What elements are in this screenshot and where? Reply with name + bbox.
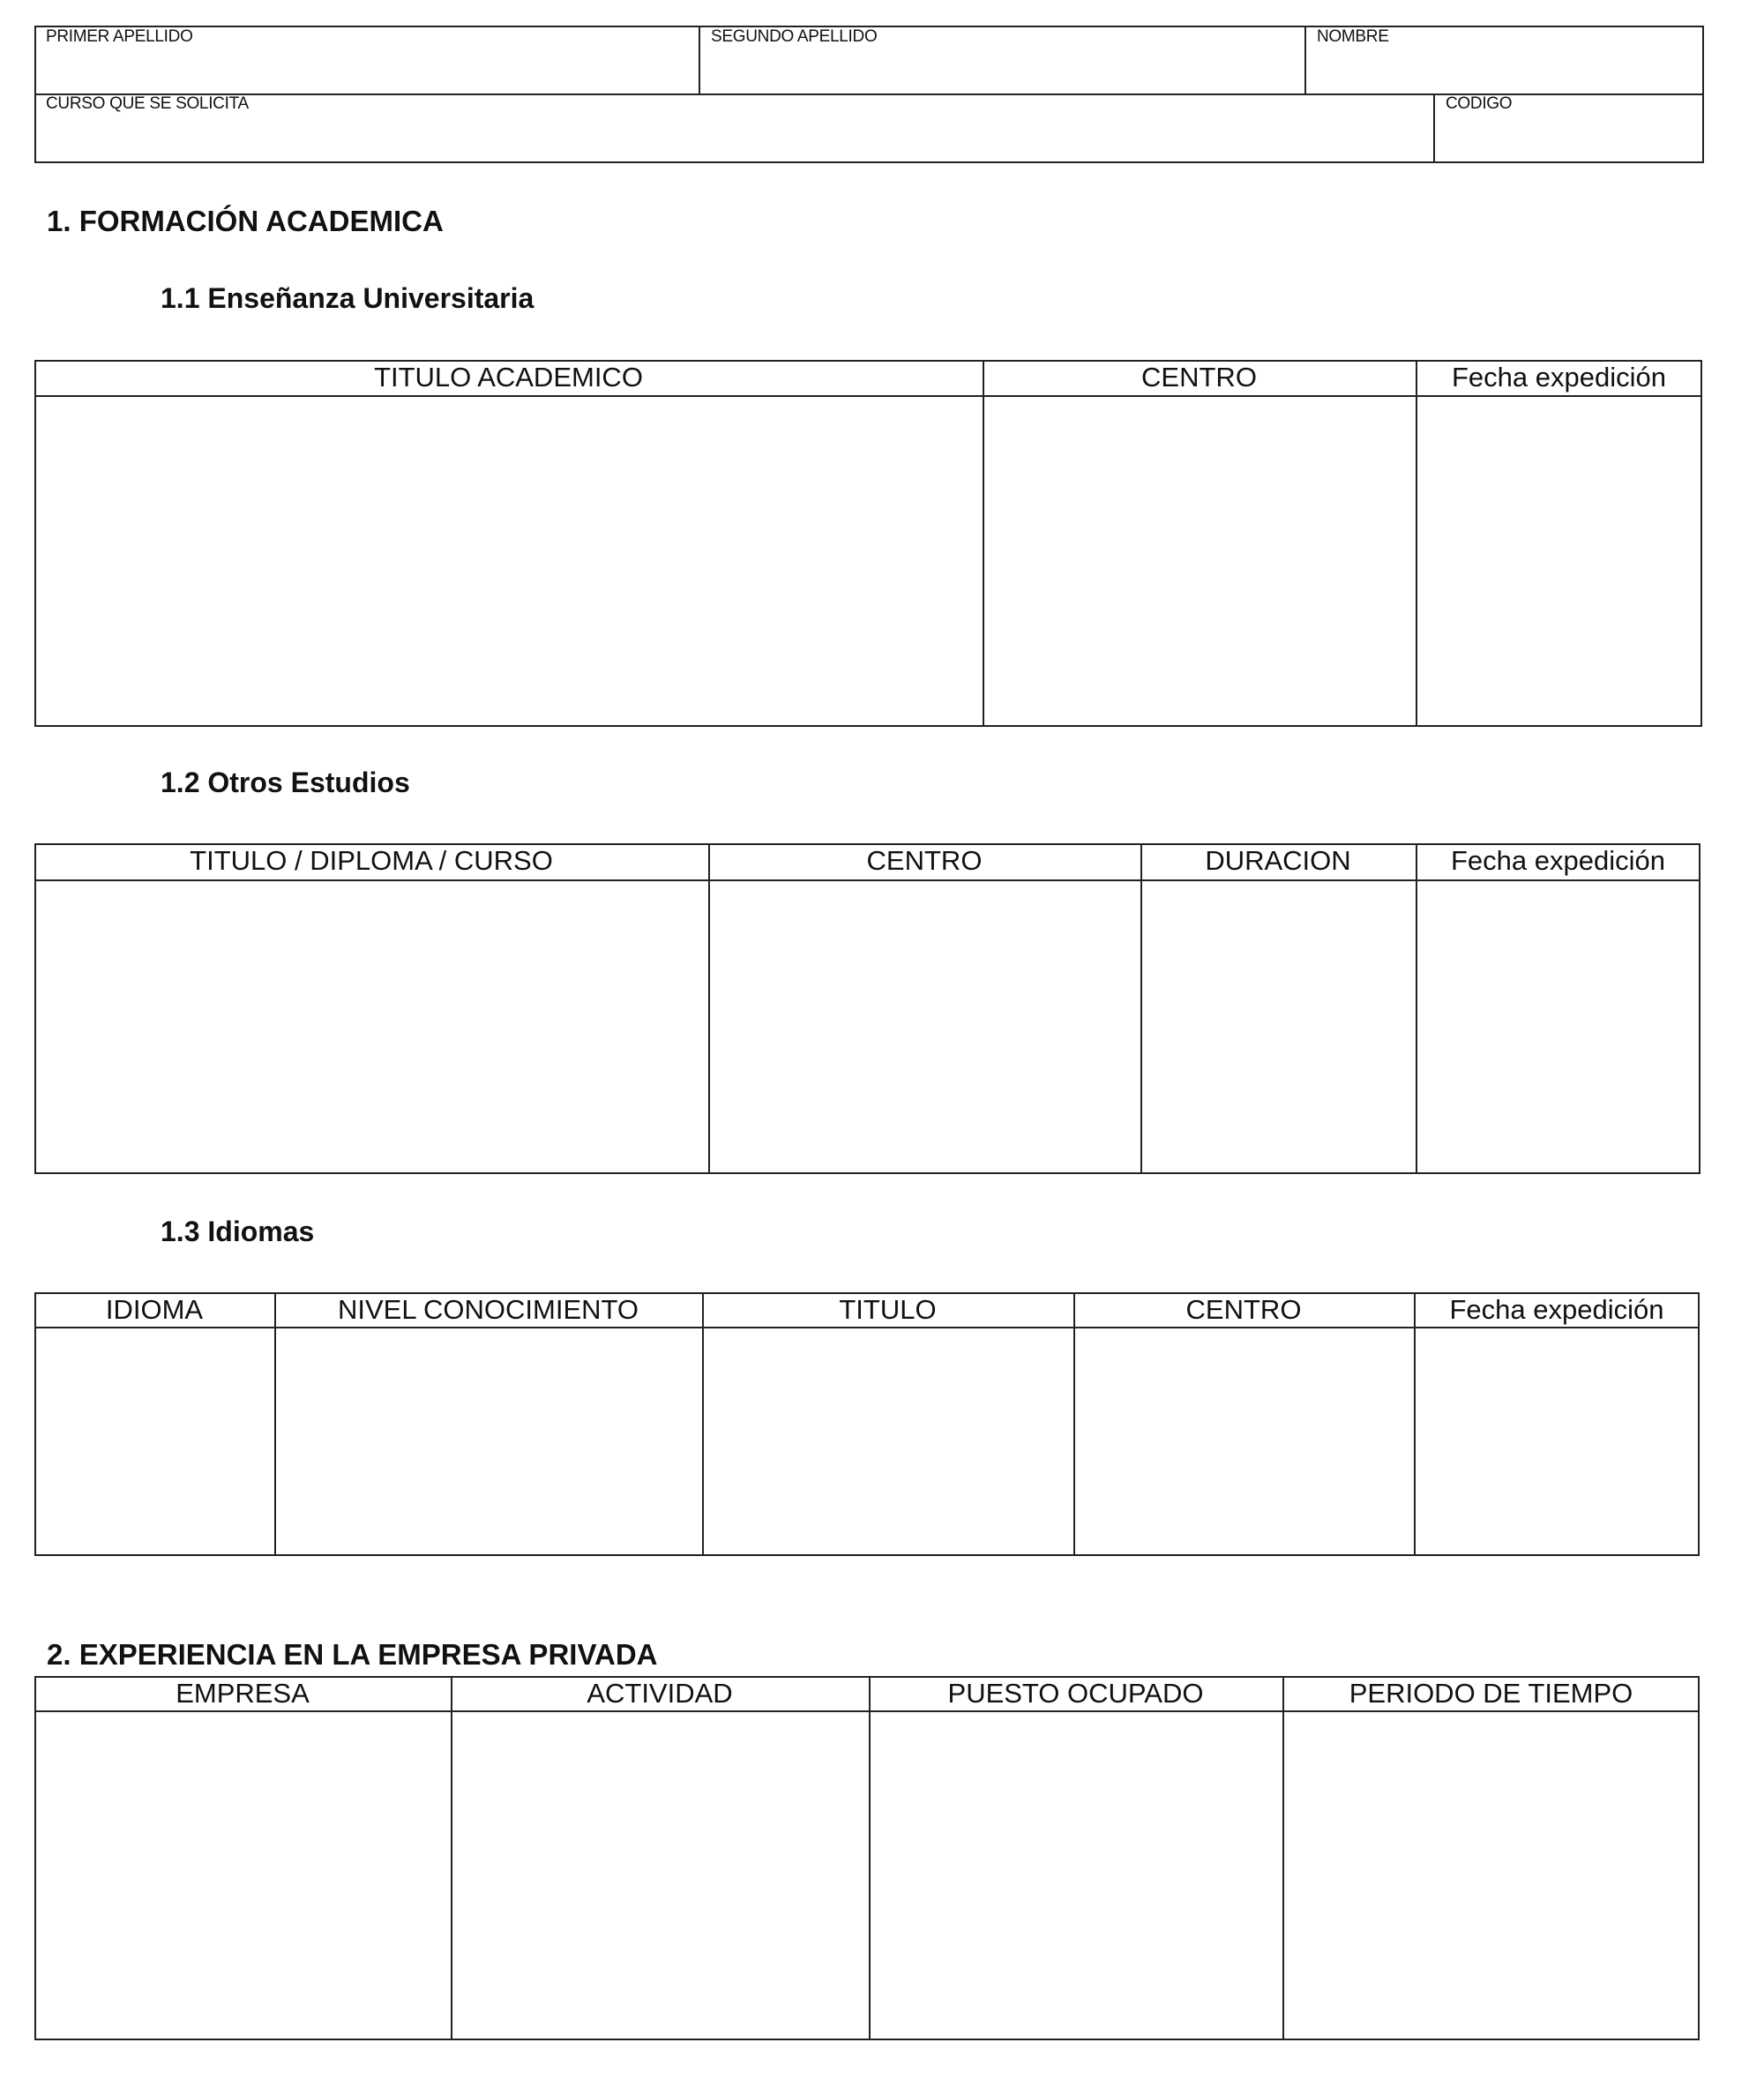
curso-field[interactable] [37,116,1431,161]
curso-label: CURSO QUE SE SOLICITA [46,94,249,113]
section-1-title: 1. FORMACIÓN ACADEMICA [47,205,444,237]
segundo-apellido-field[interactable] [702,49,1302,93]
column-divider [1140,843,1142,1174]
column-header: Fecha expedición [1449,1294,1664,1325]
divider [1433,94,1435,162]
section-2-title: 2. EXPERIENCIA EN LA EMPRESA PRIVADA [47,1638,658,1671]
primer-apellido-label: PRIMER APELLIDO [46,27,193,46]
column-header: TITULO [839,1294,937,1325]
primer-apellido-field[interactable] [37,49,697,93]
column-header: CENTRO [1141,362,1257,393]
column-divider [1073,1292,1075,1556]
column-divider [274,1292,276,1556]
column-header: DURACION [1205,845,1351,876]
column-divider [1416,360,1417,727]
column-header: CENTRO [866,845,983,876]
table-cell[interactable] [985,398,1413,724]
column-divider [702,1292,704,1556]
table-cell[interactable] [37,1329,272,1553]
divider [699,26,700,94]
column-header: NIVEL CONOCIMIENTO [337,1294,639,1325]
header-divider [34,1710,1700,1712]
table-cell[interactable] [453,1713,866,2038]
table-cell[interactable] [1285,1713,1697,2038]
column-header: Fecha expedición [1452,362,1666,393]
column-divider [1282,1676,1284,2040]
header-divider [34,395,1702,397]
header-divider [34,879,1700,881]
table-cell[interactable] [1418,882,1698,1171]
column-header: TITULO / DIPLOMA / CURSO [190,845,553,876]
divider [1304,26,1306,94]
column-header: Fecha expedición [1451,845,1665,876]
column-header: CENTRO [1185,1294,1302,1325]
table-cell[interactable] [711,882,1138,1171]
segundo-apellido-label: SEGUNDO APELLIDO [711,27,878,46]
section-1-1-title: 1.1 Enseñanza Universitaria [161,282,534,314]
column-divider [983,360,984,727]
table-cell[interactable] [37,1713,448,2038]
table-cell[interactable] [705,1329,1071,1553]
section-1-3-title: 1.3 Idiomas [161,1216,315,1247]
table-cell[interactable] [871,1713,1280,2038]
table-cell[interactable] [277,1329,699,1553]
nombre-field[interactable] [1308,49,1700,93]
table-cell[interactable] [1416,1329,1697,1553]
codigo-field[interactable] [1437,116,1701,161]
column-divider [869,1676,871,2040]
table-cell[interactable] [1076,1329,1411,1553]
column-divider [1414,1292,1416,1556]
column-header: IDIOMA [105,1294,204,1325]
header-divider [34,1327,1700,1328]
column-divider [451,1676,452,2040]
column-divider [1416,843,1417,1174]
column-header: ACTIVIDAD [587,1678,733,1709]
column-divider [708,843,710,1174]
column-header: PERIODO DE TIEMPO [1349,1678,1633,1709]
column-header: TITULO ACADEMICO [374,362,643,393]
table-cell[interactable] [1143,882,1413,1171]
table-cell[interactable] [37,882,706,1171]
column-header: EMPRESA [176,1678,310,1709]
table-cell[interactable] [1418,398,1700,724]
table-cell[interactable] [37,398,980,724]
nombre-label: NOMBRE [1317,27,1389,46]
codigo-label: CODIGO [1446,94,1513,113]
column-header: PUESTO OCUPADO [947,1678,1204,1709]
section-1-2-title: 1.2 Otros Estudios [161,767,410,798]
